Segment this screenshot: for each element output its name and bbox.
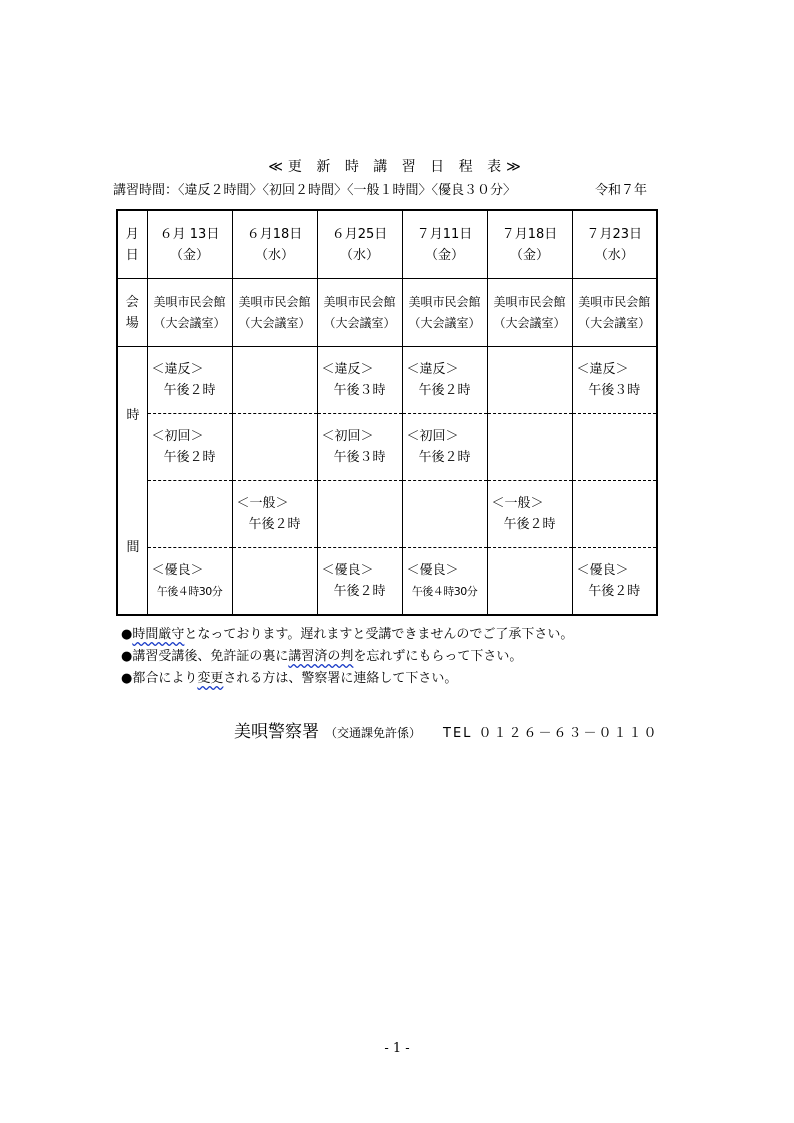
course-type: ＜初回＞ (151, 429, 204, 444)
time-slot-row (117, 414, 657, 481)
emphasis: 時間厳守 (132, 627, 185, 642)
slot-cell (487, 414, 572, 481)
slot-cell (147, 481, 232, 548)
time-slot-row (117, 548, 657, 616)
start-time: 午後２時 (248, 517, 301, 532)
date-cell (232, 210, 317, 279)
venue-room: （大会議室） (408, 315, 481, 330)
date-text: ６月25日 (331, 226, 388, 242)
date-cell (402, 210, 487, 279)
bullet: ● (121, 627, 133, 642)
start-time: 午後２時 (418, 450, 471, 465)
venue-name: 美唄市民会館 (323, 294, 396, 309)
venue-room: （大会議室） (493, 315, 566, 330)
weekday-text: （金） (424, 247, 464, 263)
venue-name: 美唄市民会館 (493, 294, 566, 309)
start-time: 午後２時 (418, 383, 471, 398)
venue-name: 美唄市民会館 (238, 294, 311, 309)
emphasis: 講習済の判 (288, 649, 354, 664)
lecture-durations: 講習時間：〈違反２時間〉〈初回２時間〉〈一般１時間〉〈優良３０分〉 (113, 183, 517, 198)
schedule-table (116, 209, 658, 616)
police-station-name: 美唄警察署 (234, 722, 319, 742)
venue-cell (402, 279, 487, 347)
date-text: ７月18日 (501, 226, 558, 242)
slot-cell (232, 347, 317, 414)
start-time: 午後３時 (333, 450, 386, 465)
slot-cell (317, 414, 402, 481)
time-label: 時 間 (117, 347, 147, 616)
venue-cell (317, 279, 402, 347)
weekday-text: （水） (594, 247, 634, 263)
start-time: 午後３時 (333, 383, 386, 398)
slot-cell (487, 481, 572, 548)
notes (121, 624, 573, 690)
weekday-text: （水） (339, 247, 379, 263)
venue-name: 美唄市民会館 (153, 294, 226, 309)
slot-cell (317, 347, 402, 414)
course-type: ＜優良＞ (151, 563, 204, 578)
start-time: 午後２時 (588, 584, 641, 599)
date-text: ７月11日 (416, 226, 473, 242)
slot-cell (572, 347, 657, 414)
slot-cell (572, 481, 657, 548)
date-text: ６月18日 (246, 226, 303, 242)
venue-cell (487, 279, 572, 347)
document-title: ≪更 新 時 講 習 日 程 表≫ (268, 159, 526, 175)
venue-cell (232, 279, 317, 347)
course-type: ＜違反＞ (406, 362, 459, 377)
page-number: - 1 - (384, 1041, 410, 1056)
note-line: ●時間厳守となっております。遅れますと受講できませんのでご了承下さい。 (121, 627, 574, 642)
date-cell (317, 210, 402, 279)
venue-room: （大会議室） (153, 315, 226, 330)
course-type: ＜初回＞ (406, 429, 459, 444)
venue-room: （大会議室） (238, 315, 311, 330)
bullet: ● (121, 649, 133, 664)
slot-cell (317, 481, 402, 548)
course-type: ＜優良＞ (321, 563, 374, 578)
start-time: 午後２時 (503, 517, 556, 532)
slot-cell (572, 548, 657, 616)
era-year: 令和７年 (595, 183, 648, 198)
venue-room: （大会議室） (323, 315, 396, 330)
date-cell (147, 210, 232, 279)
slot-cell (147, 347, 232, 414)
note-line: ●講習受講後、免許証の裏に講習済の判を忘れずにもらって下さい。 (121, 649, 523, 664)
weekday-text: （金） (169, 247, 209, 263)
emphasis: 変更 (197, 671, 224, 686)
date-text: ７月23日 (586, 226, 643, 242)
course-type: ＜優良＞ (406, 563, 459, 578)
slot-cell (147, 548, 232, 616)
date-cell (572, 210, 657, 279)
lecture-time-line (113, 179, 673, 198)
venue-label: 会 場 (117, 279, 147, 347)
time-slot-row (117, 347, 657, 414)
time-slot-row (117, 481, 657, 548)
date-cell (487, 210, 572, 279)
slot-cell (232, 481, 317, 548)
course-type: ＜優良＞ (576, 563, 629, 578)
slot-cell (232, 414, 317, 481)
footer-contact (234, 717, 659, 742)
start-time: 午後４時30分 (156, 585, 223, 598)
course-type: ＜一般＞ (491, 496, 544, 511)
venue-row (117, 279, 657, 347)
date-row (117, 210, 657, 279)
start-time: 午後２時 (163, 450, 216, 465)
start-time: 午後３時 (588, 383, 641, 398)
slot-cell (572, 414, 657, 481)
venue-cell (572, 279, 657, 347)
slot-cell (402, 548, 487, 616)
date-text: ６月 13日 (159, 226, 220, 242)
start-time: 午後２時 (163, 383, 216, 398)
course-type: ＜違反＞ (576, 362, 629, 377)
start-time: 午後２時 (333, 584, 386, 599)
note-line: ●都合により変更される方は、警察署に連絡して下さい。 (121, 671, 458, 686)
weekday-text: （金） (509, 247, 549, 263)
bullet: ● (121, 671, 133, 686)
venue-room: （大会議室） (578, 315, 651, 330)
slot-cell (402, 414, 487, 481)
venue-name: 美唄市民会館 (408, 294, 481, 309)
month-day-label: 月 日 (117, 210, 147, 279)
slot-cell (402, 481, 487, 548)
start-time: 午後４時30分 (411, 585, 478, 598)
course-type: ＜違反＞ (321, 362, 374, 377)
course-type: ＜一般＞ (236, 496, 289, 511)
telephone-number: TEL ０１２６－６３－０１１０ (443, 726, 659, 741)
slot-cell (147, 414, 232, 481)
slot-cell (232, 548, 317, 616)
venue-name: 美唄市民会館 (578, 294, 651, 309)
weekday-text: （水） (254, 247, 294, 263)
slot-cell (487, 548, 572, 616)
department-name: （交通課免許係） (325, 726, 422, 740)
course-type: ＜違反＞ (151, 362, 204, 377)
slot-cell (487, 347, 572, 414)
course-type: ＜初回＞ (321, 429, 374, 444)
slot-cell (317, 548, 402, 616)
venue-cell (147, 279, 232, 347)
slot-cell (402, 347, 487, 414)
